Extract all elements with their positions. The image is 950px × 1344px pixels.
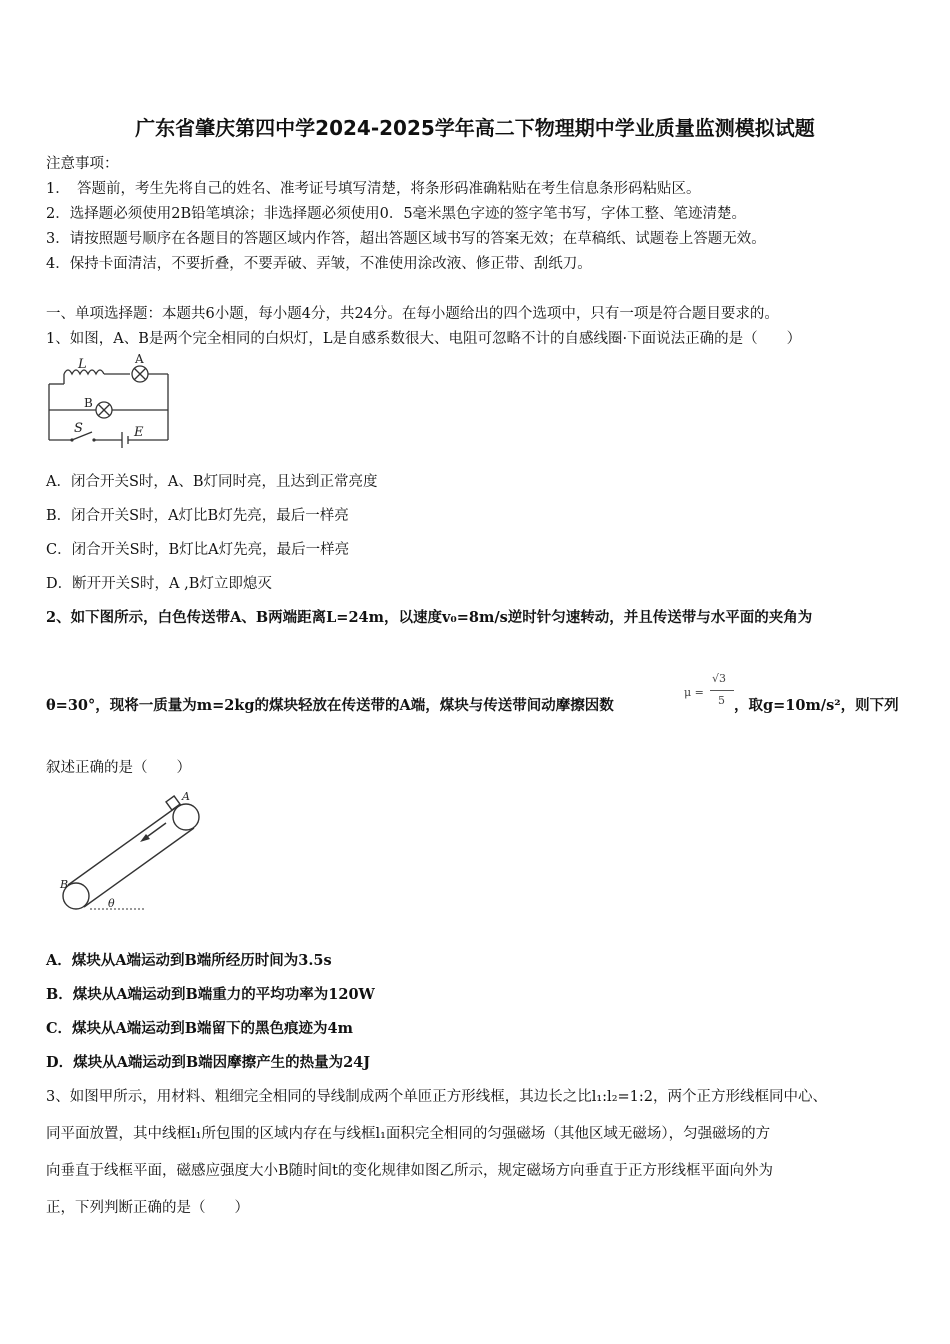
notice-item-4: 4．保持卡面清洁，不要折叠，不要弄破、弄皱，不准使用涂改液、修正带、刮纸刀。	[46, 256, 592, 272]
q1-option-c[interactable]: C．闭合开关S时，B灯比A灯先亮，最后一样亮	[46, 542, 350, 558]
question-2-stem-2b: ，取g=10m/s²，则下列	[734, 697, 899, 714]
label-E: E	[134, 425, 144, 440]
label-theta: θ	[108, 897, 115, 910]
conveyor-diagram	[46, 790, 218, 918]
notice-heading: 注意事项：	[46, 156, 119, 172]
frac-bar	[710, 690, 734, 691]
q2-option-c[interactable]: C．煤块从A端运动到B端留下的黑色痕迹为4m	[46, 1020, 353, 1037]
frac-numerator: √3	[712, 672, 727, 685]
label-B: B	[60, 878, 69, 891]
circuit-diagram	[44, 352, 176, 448]
label-B: B	[84, 396, 93, 410]
q1-option-b[interactable]: B．闭合开关S时，A灯比B灯先亮，最后一样亮	[46, 508, 349, 524]
question-3-line-3: 向垂直于线框平面，磁感应强度大小B随时间t的变化规律如图乙所示，规定磁场方向垂直于正方形线框平面向外为	[46, 1163, 773, 1179]
question-2-stem-2a	[46, 694, 614, 715]
notice-item-1: 1． 答题前，考生先将自己的姓名、准考证号填写清楚，将条形码准确粘贴在考生信息条形码粘贴区。	[46, 181, 701, 197]
question-3-line-1: 3、如图甲所示，用材料、粗细完全相同的导线制成两个单匝正方形线框，其边长之比l₁:l₂=1:2，两个正方形线框同中心、	[46, 1089, 827, 1105]
q1-option-d[interactable]: D．断开开关S时，A ,B灯立即熄灭	[46, 576, 272, 592]
frac-denominator: 5	[718, 694, 725, 707]
question-2-stem-3: 叙述正确的是（ ）	[46, 760, 191, 776]
q2-option-d[interactable]: D．煤块从A端运动到B端因摩擦产生的热量为24J	[46, 1054, 371, 1071]
label-A: A	[135, 352, 144, 366]
q2-option-b[interactable]: B．煤块从A端运动到B端重力的平均功率为120W	[46, 986, 375, 1003]
q2-option-a[interactable]: A．煤块从A端运动到B端所经历时间为3.5s	[46, 952, 332, 969]
section-heading: 一、单项选择题：本题共6小题，每小题4分，共24分。在每小题给出的四个选项中，只有一项是符合题目要求的。	[46, 306, 779, 322]
label-L: L	[78, 357, 87, 372]
question-2-stem-1: 2、如下图所示，白色传送带A、B两端距离L=24m，以速度v₀=8m/s逆时针匀速转动，并且传送带与水平面的夹角为	[46, 609, 813, 626]
label-S: S	[74, 421, 83, 436]
question-1-stem: 1、如图，A、B是两个完全相同的白炽灯，L是自感系数很大、电阻可忽略不计的自感线圈·下面说法正确的是（ ）	[46, 331, 802, 347]
stem-2a-text: θ=30°，现将一质量为m=2kg的煤块轻放在传送带的A端，煤块与传送带间动摩擦因数	[46, 697, 614, 714]
mu-symbol: μ =	[684, 686, 704, 699]
notice-item-2: 2．选择题必须使用2B铅笔填涂；非选择题必须使用0．5毫米黑色字迹的签字笔书写，字体工整、笔迹清楚。	[46, 206, 747, 222]
q1-option-a[interactable]: A．闭合开关S时，A、B灯同时亮，且达到正常亮度	[46, 474, 378, 490]
question-3-line-2: 同平面放置，其中线框l₁所包围的区域内存在与线框l₁面积完全相同的匀强磁场（其他区域无磁场），匀强磁场的方	[46, 1126, 771, 1142]
page-title: 广东省肇庆第四中学2024-2025学年高二下物理期中学业质量监测模拟试题	[135, 116, 815, 140]
question-3-line-4: 正，下列判断正确的是（ ）	[46, 1200, 249, 1216]
label-A: A	[182, 790, 190, 803]
notice-item-3: 3．请按照题号顺序在各题目的答题区域内作答，超出答题区域书写的答案无效；在草稿纸、试题卷上答题无效。	[46, 231, 766, 247]
